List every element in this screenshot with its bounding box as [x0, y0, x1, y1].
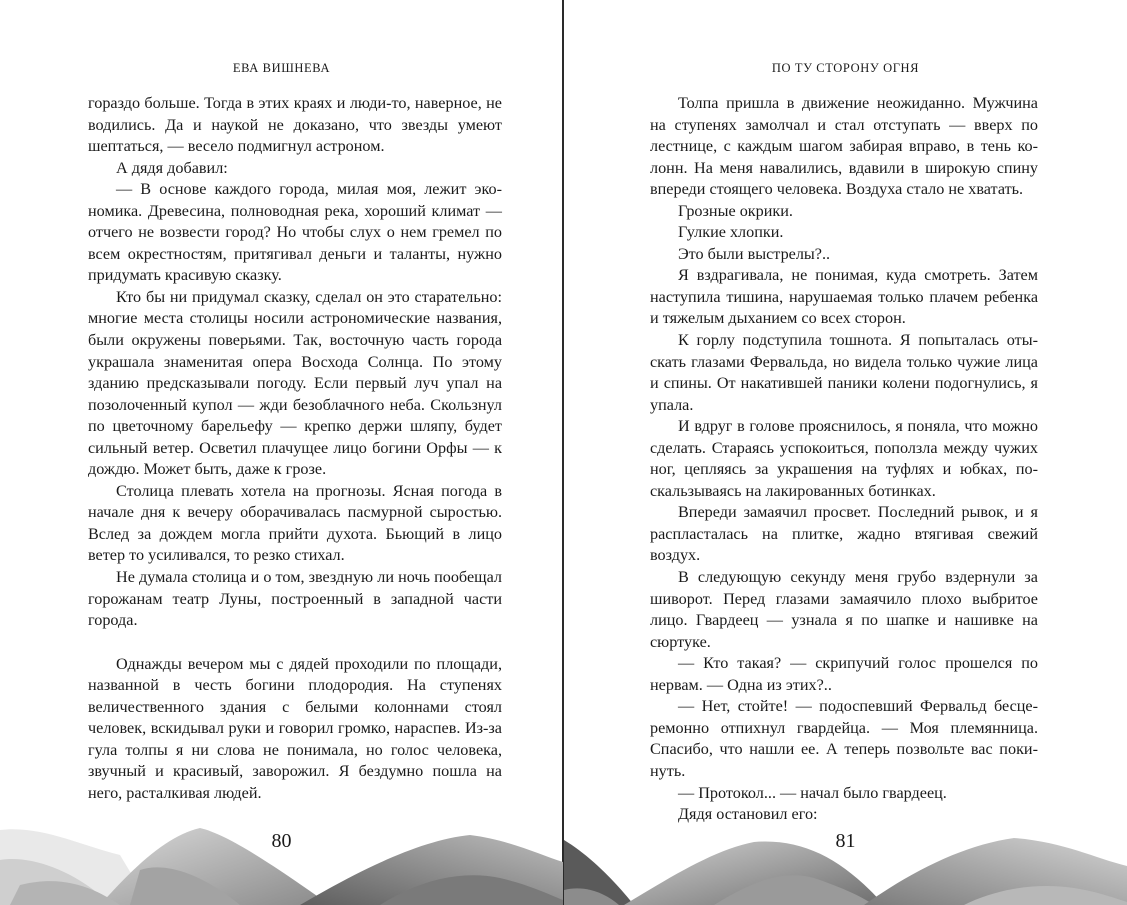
paragraph: — Кто такая? — скрипучий голос прошелся по нервам. — Одна из этих?..: [650, 654, 1038, 694]
paragraph: В следующую секунду меня грубо вздернули за шиворот. Перед глазами замаячило плохо выбритое лицо. Гвардеец — узнала я по шапке и нашивке на сюртуке.: [650, 568, 1038, 651]
paragraph: Впереди замаячил просвет. Последний рывок, и я распласталась на плитке, жадно втягивая свежий воздух.: [650, 503, 1038, 565]
running-head-author: ЕВА ВИШНЕВА: [232, 61, 331, 75]
paragraph: Гулкие хлопки.: [678, 223, 784, 242]
paragraph: Толпа пришла в движение неожиданно. Мужчина на ступенях замолчал и стал отступать — вверх по лестнице, с каждым шагом забирая вправо, в тень колонн. На меня навалились, вдавили в широкую спину впереди стоящего человека. Воздуха стало не хватать.: [650, 94, 1038, 199]
paragraph: А дядя добавил:: [116, 158, 228, 177]
paragraph: И вдруг в голове прояснилось, я поняла, что можно сделать. Стараясь успокоиться, поползла между чужих ног, цепляясь за украшения на туфлях и юбках, поскальзываясь на лакированных ботинках.: [650, 417, 1038, 500]
paragraph: Дядя остановил его:: [678, 805, 818, 824]
right-page-text: [650, 93, 1038, 826]
paragraph: — В основе каждого города, милая моя, лежит экономика. Древесина, полноводная река, хороший климат — отчего не возвести город? Но чтобы слух о нем гремел по всем окрестностям, притягивал деньги и таланты, нужно придумать красивую сказку.: [88, 180, 502, 285]
paragraph: — Протокол... — начал было гвардеец.: [678, 783, 947, 802]
paragraph: Это были выстрелы?..: [678, 244, 831, 263]
paragraph: Однажды вечером мы с дядей проходили по площади, названной в честь богини плодородия. На ступенях величественного здания с белыми колоннами стоял человек, вскидывал руки и говорил громко, нараспев. Из-за гула толпы я ни слова не понимала, но голос человека, звучный и красивый, заворожил. Я бездумно пошла на него, расталкивая людей.: [88, 654, 502, 802]
running-head-title: ПО ТУ СТОРОНУ ОГНЯ: [771, 61, 920, 75]
paragraph: Не думала столица и о том, звездную ли ночь пообещал горожанам театр Луны, построенный в западной части города.: [88, 568, 502, 630]
page-number-right: 81: [835, 830, 856, 852]
paragraph: гораздо больше. Тогда в этих краях и люди-то, наверное, не водились. Да и наукой не доказано, что звезды умеют шептаться, — весело подмигнул астроном.: [88, 94, 502, 156]
right-page: [564, 0, 1127, 905]
left-page: [0, 0, 563, 905]
paragraph: Я вздрагивала, не понимая, куда смотреть. Затем наступила тишина, нарушаемая только плачем ребенка и тяжелым дыханием со всех сторон.: [650, 266, 1038, 328]
paragraph: Кто бы ни придумал сказку, сделал он это старательно: многие места столицы носили астрономические названия, были окружены поверьями. Так, восточную часть города украшала знаменитая опера Восхода Солнца. По этому зданию предсказывали погоду. Если первый луч упал на позолоченный купол — жди безоблачного неба. Скользнул по цветочному барельефу — крепко держи шляпу, будет сильный ветер. Осветил плачущее лицо богини Орфы — к дождю. Может быть, даже к грозе.: [88, 287, 502, 479]
left-page-text: [88, 93, 502, 805]
paragraph: Грозные окрики.: [678, 201, 793, 220]
paragraph: — Нет, стойте! — подоспевший Фервальд бесцеремонно отпихнул гвардейца. — Моя племянница. Спасибо, что нашли ее. А теперь позвольте вас покинуть.: [650, 697, 1038, 780]
paragraph: К горлу подступила тошнота. Я попыталась отыскать глазами Фервальда, но видела только чужие лица и спины. От накатившей паники колени подогнулись, я упала.: [650, 331, 1038, 414]
paragraph: Столица плевать хотела на прогнозы. Ясная погода в начале дня к вечеру оборачивалась пасмурной сыростью. Вслед за дождем могла прийти духота. Бьющий в лицо ветер то усиливался, то резко стихал.: [88, 481, 502, 565]
page-number-left: 80: [271, 830, 292, 852]
